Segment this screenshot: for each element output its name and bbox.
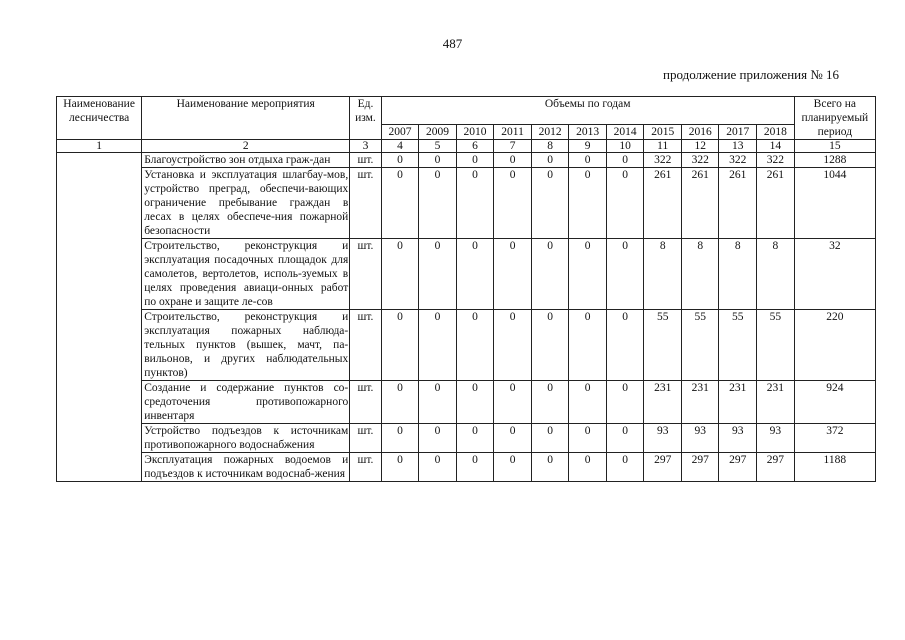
value-cell: 322 xyxy=(757,153,795,168)
year-header: 2007 xyxy=(381,125,419,140)
value-cell: 0 xyxy=(569,239,607,310)
value-cell: 0 xyxy=(569,381,607,424)
table-row xyxy=(57,381,876,424)
header-total: Всего на планируемый период xyxy=(794,97,875,140)
value-cell: 8 xyxy=(757,239,795,310)
value-cell: 55 xyxy=(681,310,719,381)
value-cell: 0 xyxy=(531,381,569,424)
value-cell: 0 xyxy=(381,310,419,381)
value-cell: 0 xyxy=(569,424,607,453)
column-number: 5 xyxy=(419,140,457,153)
year-header: 2017 xyxy=(719,125,757,140)
column-number: 15 xyxy=(794,140,875,153)
value-cell: 261 xyxy=(681,168,719,239)
header-unit: Ед. изм. xyxy=(350,97,381,140)
column-number: 14 xyxy=(757,140,795,153)
value-cell: 0 xyxy=(419,239,457,310)
activity-cell: Строительство, реконструкция и эксплуатация посадочных площадок для самолетов, вертолетов, исполь-зуемых в целях проведения авиаци-онных работ по охране и защите ле-сов xyxy=(142,239,350,310)
header-activity: Наименование мероприятия xyxy=(142,97,350,140)
year-header: 2010 xyxy=(456,125,494,140)
total-cell: 220 xyxy=(794,310,875,381)
page-number: 487 xyxy=(442,36,463,51)
value-cell: 0 xyxy=(606,239,644,310)
value-cell: 231 xyxy=(681,381,719,424)
value-cell: 55 xyxy=(644,310,682,381)
year-header: 2018 xyxy=(757,125,795,140)
table-row xyxy=(57,153,876,168)
table-row xyxy=(57,310,876,381)
value-cell: 0 xyxy=(381,153,419,168)
year-header: 2013 xyxy=(569,125,607,140)
value-cell: 0 xyxy=(531,168,569,239)
value-cell: 0 xyxy=(494,424,532,453)
column-number: 7 xyxy=(494,140,532,153)
value-cell: 0 xyxy=(494,310,532,381)
value-cell: 322 xyxy=(681,153,719,168)
unit-cell: шт. xyxy=(350,153,381,168)
column-number: 6 xyxy=(456,140,494,153)
total-cell: 372 xyxy=(794,424,875,453)
year-header: 2009 xyxy=(419,125,457,140)
value-cell: 0 xyxy=(606,424,644,453)
value-cell: 297 xyxy=(644,453,682,482)
value-cell: 0 xyxy=(531,239,569,310)
value-cell: 0 xyxy=(606,168,644,239)
value-cell: 93 xyxy=(757,424,795,453)
value-cell: 0 xyxy=(456,453,494,482)
unit-cell: шт. xyxy=(350,239,381,310)
value-cell: 231 xyxy=(644,381,682,424)
value-cell: 0 xyxy=(531,453,569,482)
value-cell: 0 xyxy=(419,424,457,453)
value-cell: 93 xyxy=(644,424,682,453)
value-cell: 261 xyxy=(757,168,795,239)
unit-cell: шт. xyxy=(350,424,381,453)
value-cell: 261 xyxy=(719,168,757,239)
activity-cell: Строительство, реконструкция и эксплуатация пожарных наблюда-тельных пунктов (вышек, мачт, па-вильонов, и других наблюдательных пунктов) xyxy=(142,310,350,381)
value-cell: 231 xyxy=(757,381,795,424)
value-cell: 8 xyxy=(644,239,682,310)
unit-cell: шт. xyxy=(350,168,381,239)
value-cell: 0 xyxy=(456,381,494,424)
value-cell: 8 xyxy=(681,239,719,310)
value-cell: 0 xyxy=(419,153,457,168)
column-number-row xyxy=(57,140,876,153)
table-row xyxy=(57,168,876,239)
year-header: 2014 xyxy=(606,125,644,140)
value-cell: 0 xyxy=(569,310,607,381)
value-cell: 0 xyxy=(456,239,494,310)
value-cell: 231 xyxy=(719,381,757,424)
value-cell: 93 xyxy=(681,424,719,453)
column-number: 3 xyxy=(350,140,381,153)
value-cell: 0 xyxy=(494,168,532,239)
total-cell: 1288 xyxy=(794,153,875,168)
total-cell: 1044 xyxy=(794,168,875,239)
value-cell: 0 xyxy=(419,168,457,239)
header-forestry: Наименование лесничества xyxy=(57,97,142,140)
value-cell: 0 xyxy=(494,453,532,482)
forestry-cell xyxy=(57,153,142,482)
column-number: 11 xyxy=(644,140,682,153)
appendix-note: продолжение приложения № 16 xyxy=(663,67,839,82)
year-header: 2015 xyxy=(644,125,682,140)
unit-cell: шт. xyxy=(350,381,381,424)
value-cell: 0 xyxy=(606,381,644,424)
total-cell: 32 xyxy=(794,239,875,310)
value-cell: 261 xyxy=(644,168,682,239)
value-cell: 0 xyxy=(381,453,419,482)
value-cell: 0 xyxy=(531,424,569,453)
value-cell: 0 xyxy=(419,310,457,381)
table-body xyxy=(57,153,876,482)
value-cell: 0 xyxy=(606,453,644,482)
value-cell: 0 xyxy=(569,153,607,168)
activity-cell: Устройство подъездов к источникам противопожарного водоснабжения xyxy=(142,424,350,453)
column-number: 8 xyxy=(531,140,569,153)
activity-cell: Благоустройство зон отдыха граж-дан xyxy=(142,153,350,168)
year-header: 2016 xyxy=(681,125,719,140)
activities-table xyxy=(56,96,876,482)
column-number: 1 xyxy=(57,140,142,153)
value-cell: 322 xyxy=(644,153,682,168)
unit-cell: шт. xyxy=(350,310,381,381)
column-number: 4 xyxy=(381,140,419,153)
total-cell: 924 xyxy=(794,381,875,424)
value-cell: 0 xyxy=(494,239,532,310)
column-number: 2 xyxy=(142,140,350,153)
year-header: 2011 xyxy=(494,125,532,140)
activity-cell: Создание и содержание пунктов со-средоточения противопожарного инвентаря xyxy=(142,381,350,424)
value-cell: 0 xyxy=(381,424,419,453)
table-row xyxy=(57,453,876,482)
year-header: 2012 xyxy=(531,125,569,140)
value-cell: 0 xyxy=(456,310,494,381)
activity-cell: Установка и эксплуатация шлагбау-мов, устройство преград, обеспечи-вающих ограничение пребывание граждан в лесах в целях обеспече-ния пожарной безопасности xyxy=(142,168,350,239)
table-row xyxy=(57,239,876,310)
column-number: 12 xyxy=(681,140,719,153)
value-cell: 0 xyxy=(494,153,532,168)
value-cell: 0 xyxy=(419,381,457,424)
value-cell: 297 xyxy=(757,453,795,482)
value-cell: 297 xyxy=(681,453,719,482)
unit-cell: шт. xyxy=(350,453,381,482)
value-cell: 0 xyxy=(531,310,569,381)
header-volumes: Объемы по годам xyxy=(381,97,794,125)
value-cell: 55 xyxy=(719,310,757,381)
value-cell: 0 xyxy=(419,453,457,482)
value-cell: 0 xyxy=(606,310,644,381)
value-cell: 0 xyxy=(381,381,419,424)
total-cell: 1188 xyxy=(794,453,875,482)
value-cell: 0 xyxy=(606,153,644,168)
activity-cell: Эксплуатация пожарных водоемов и подъездов к источникам водоснаб-жения xyxy=(142,453,350,482)
value-cell: 297 xyxy=(719,453,757,482)
value-cell: 0 xyxy=(456,153,494,168)
value-cell: 0 xyxy=(531,153,569,168)
column-number: 13 xyxy=(719,140,757,153)
value-cell: 322 xyxy=(719,153,757,168)
value-cell: 0 xyxy=(569,453,607,482)
column-number: 9 xyxy=(569,140,607,153)
table-row xyxy=(57,424,876,453)
value-cell: 55 xyxy=(757,310,795,381)
value-cell: 0 xyxy=(456,168,494,239)
column-number: 10 xyxy=(606,140,644,153)
value-cell: 0 xyxy=(494,381,532,424)
value-cell: 0 xyxy=(381,168,419,239)
value-cell: 0 xyxy=(569,168,607,239)
value-cell: 0 xyxy=(381,239,419,310)
value-cell: 8 xyxy=(719,239,757,310)
value-cell: 93 xyxy=(719,424,757,453)
value-cell: 0 xyxy=(456,424,494,453)
